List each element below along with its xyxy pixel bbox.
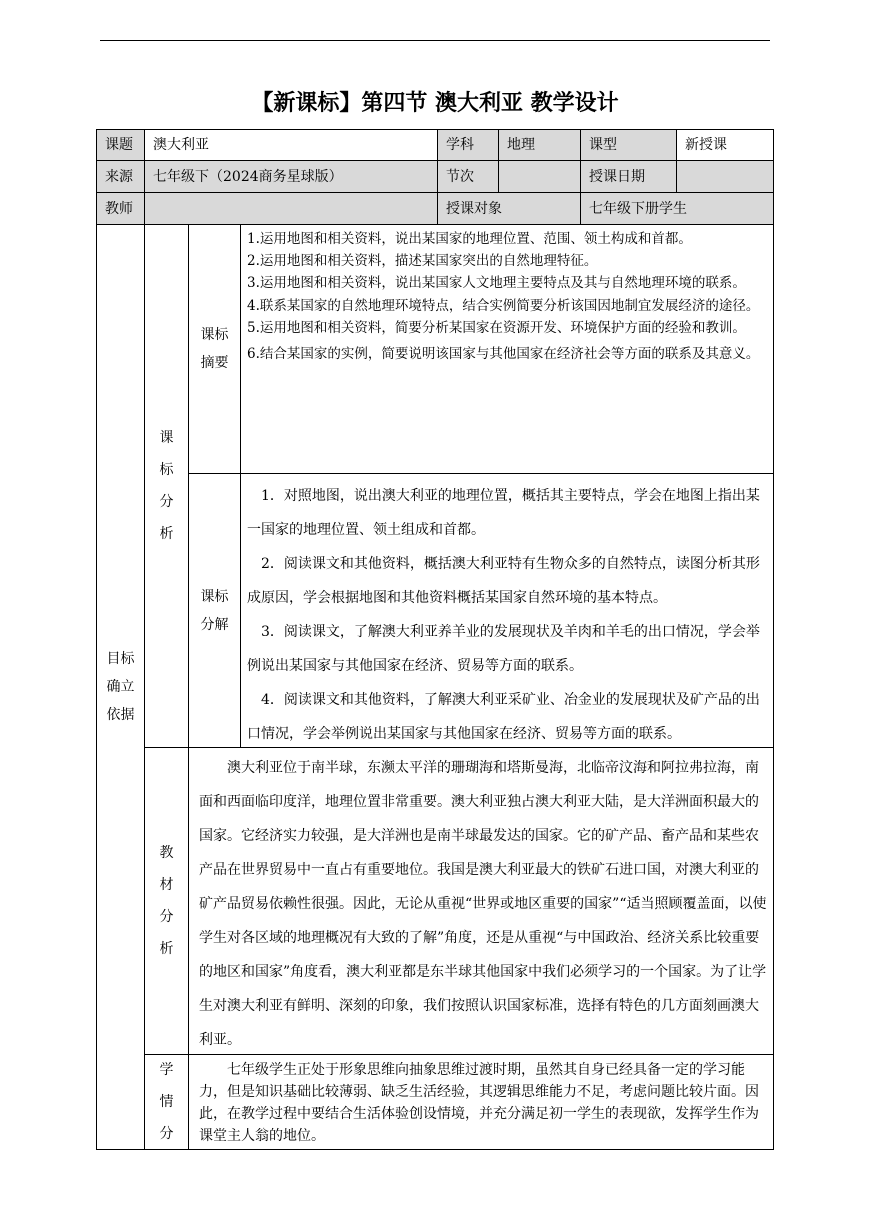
summary-item: 6.结合某国家的实例，简要说明该国家与其他国家在经济社会等方面的联系及其意义。 [247,346,760,363]
date-label: 授课日期 [580,160,677,193]
topic-label: 课题 [96,129,145,161]
breakdown-item: 1．对照地图，说出澳大利亚的地理位置，概括其主要特点，学会在地图上指出某一国家的地理位置、领土组成和首都。 [247,488,760,538]
basis-label: 目标 确立 依据 [96,224,145,1150]
subject-label: 学科 [437,129,499,161]
source-label: 来源 [96,160,145,193]
audience-value: 七年级下册学生 [580,192,774,225]
subject-value: 地理 [498,129,581,161]
audience-label: 授课对象 [437,192,581,225]
header-rule [100,40,770,41]
teacher-value [144,192,438,225]
breakdown-item: 2．阅读课文和其他资料，概括澳大利亚特有生物众多的自然特点，读图分析其形成原因，学会根据地图和其他资料概括某国家自然环境的基本特点。 [247,556,760,606]
student-analysis-label: 学 情 分 [144,1054,189,1150]
summary-item: 3.运用地图和相关资料，说出某国家人文地理主要特点及其与自然地理环境的联系。 [247,275,746,292]
summary-list [240,224,774,474]
summary-item: 2.运用地图和相关资料，描述某国家突出的自然地理特征。 [247,253,598,270]
type-label: 课型 [580,129,677,161]
student-analysis-text [188,1054,774,1150]
summary-item: 5.运用地图和相关资料，简要分析某国家在资源开发、环境保护方面的经验和教训。 [247,319,746,336]
breakdown-list [240,473,774,748]
summary-item: 4.联系某国家的自然地理环境特点，结合实例简要分析该国因地制宜发展经济的途径。 [247,297,760,314]
textbook-paragraph: 澳大利亚位于南半球，东濒太平洋的珊瑚海和塔斯曼海，北临帝汶海和阿拉弗拉海，南面和西面临印度洋，地理位置非常重要。澳大利亚独占澳大利亚大陆，是大洋洲面积最大的国家。它经济实力较强，是大洋洲也是南半球最发达的国家。它的矿产品、畜产品和某些农产品在世界贸易中一直占有重要地位。我国是澳大利亚最大的铁矿石进口国，对澳大利亚的矿产品贸易依赖性很强。因此，无论从重视“世界或地区重要的国家”“适当照顾覆盖面，以使学生对各区域的地理概况有大致的了解”角度，还是从重视“与中国政治、经济关系比较重要的地区和国家”角度看，澳大利亚都是东半球其他国家中我们必须学习的一个国家。为了让学生对澳大利亚有鲜明、深刻的印象，我们按照认识国家标准，选择有特色的几方面刻画澳大利亚。 [199,760,767,1048]
page-title: 【新课标】第四节 澳大利亚 教学设计 [251,91,619,116]
curriculum-analysis-label: 课 标 分 析 [144,224,189,748]
type-value: 新授课 [676,129,774,161]
breakdown-item: 3．阅读课文，了解澳大利亚养羊业的发展现状及羊肉和羊毛的出口情况，学会举例说出某国家与其他国家在经济、贸易等方面的联系。 [247,624,760,674]
topic-value: 澳大利亚 [144,129,438,161]
source-value: 七年级下（2024商务星球版） [144,160,438,193]
summary-item: 1.运用地图和相关资料，说出某国家的地理位置、范围、领土构成和首都。 [247,231,692,247]
teacher-label: 教师 [96,192,145,225]
textbook-analysis-text [188,747,774,1055]
date-value [676,160,774,193]
breakdown-label: 课标 分解 [188,473,241,748]
textbook-analysis-label: 教 材 分 析 [144,747,189,1055]
section-value [498,160,581,193]
summary-label: 课标 摘要 [188,224,241,474]
breakdown-item: 4．阅读课文和其他资料，了解澳大利亚采矿业、冶金业的发展现状及矿产品的出口情况，学会举例说出某国家与其他国家在经济、贸易等方面的联系。 [247,692,760,742]
students-paragraph: 七年级学生正处于形象思维向抽象思维过渡时期，虽然其自身已经具备一定的学习能力，但是知识基础比较薄弱、缺乏生活经验，其逻辑思维能力不足，考虑问题比较片面。因此，在教学过程中要结合生活体验创设情境，并充分满足初一学生的表现欲，发挥学生作为课堂主人翁的地位。 [199,1062,759,1144]
section-label: 节次 [437,160,499,193]
